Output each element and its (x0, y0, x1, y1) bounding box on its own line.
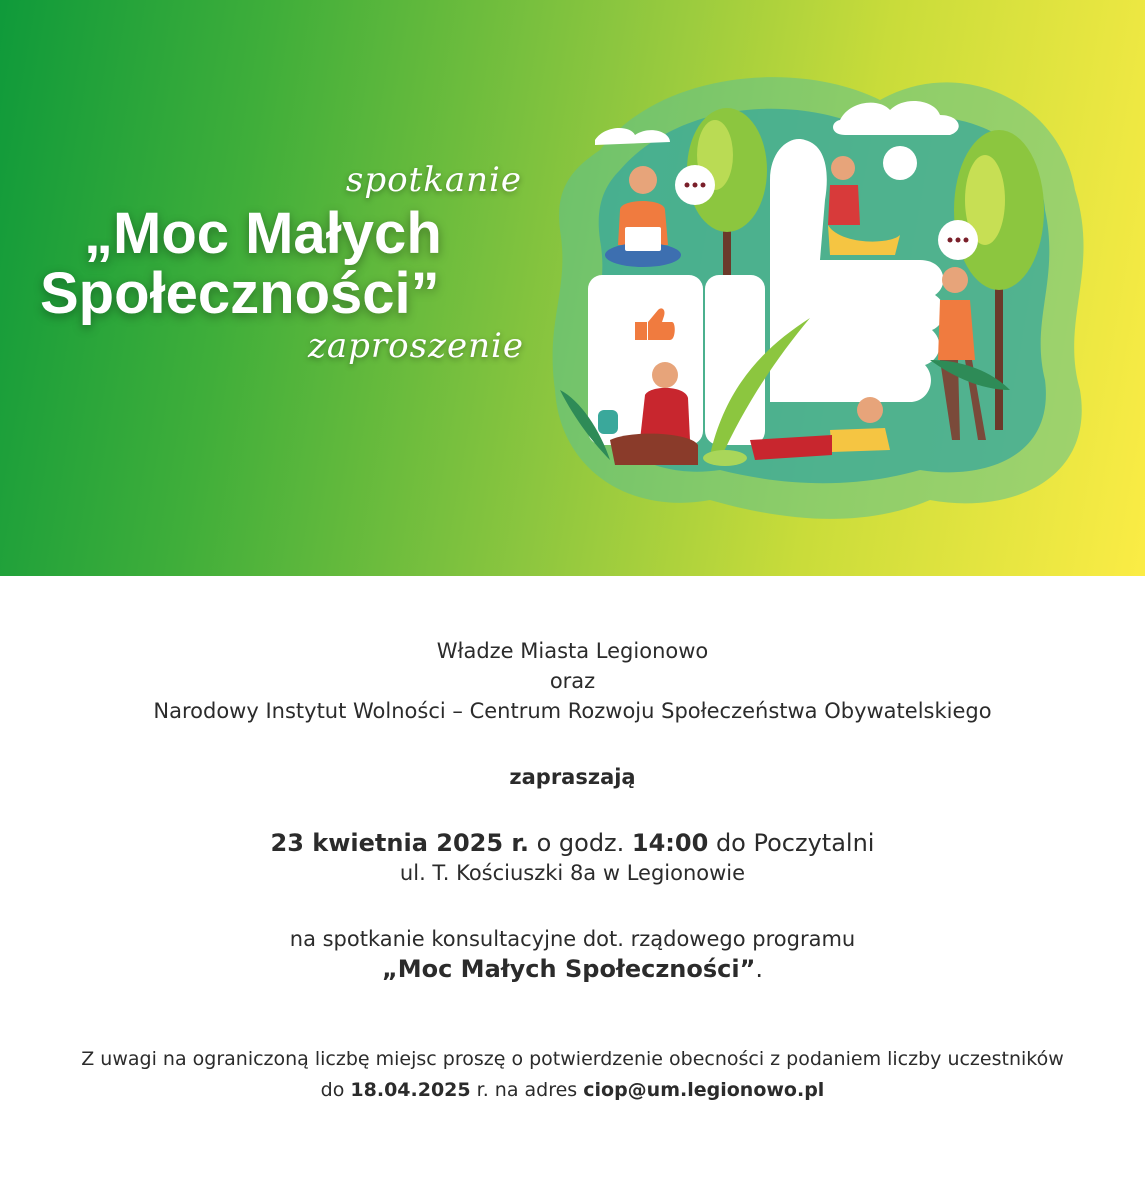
purpose-text: na spotkanie konsultacyjne dot. rządowego programu (289, 927, 856, 951)
person-head (652, 362, 678, 388)
speech-bubble-icon (883, 146, 917, 180)
person-sitting-bottom (640, 388, 690, 440)
person-head (629, 166, 657, 194)
place-prefix: do Poczytalni (708, 829, 875, 857)
event-title-line2: Społeczności” (40, 261, 440, 326)
time-prefix: o godz. (528, 829, 632, 857)
program-line (0, 954, 1145, 984)
title-block (40, 160, 530, 366)
rsvp-mid: r. na adres (470, 1079, 584, 1101)
community-illustration (540, 60, 1100, 530)
event-date: 23 kwietnia 2025 r. (270, 829, 529, 857)
program-end: . (755, 955, 764, 983)
person-standing (938, 300, 975, 360)
like-badge-icon (635, 322, 647, 340)
header-banner (0, 0, 1145, 576)
event-time: 14:00 (631, 829, 709, 857)
hosts-and: oraz (549, 669, 596, 693)
date-time-line (0, 828, 1145, 858)
person-lying (830, 428, 890, 452)
rsvp-prefix: do (320, 1079, 351, 1101)
hosts-line1: Władze Miasta Legionowo (436, 639, 709, 663)
program-name: „Moc Małych Społeczności” (381, 955, 756, 983)
event-address: ul. T. Kościuszki 8a w Legionowie (399, 861, 746, 885)
rsvp-email[interactable]: ciop@um.legionowo.pl (583, 1079, 825, 1101)
person-sitting-top (828, 185, 860, 225)
person-head (831, 156, 855, 180)
kicker-text: spotkanie (345, 160, 522, 200)
invite-verb: zapraszają (509, 765, 636, 789)
hosts-line2: Narodowy Instytut Wolności – Centrum Rozwoju Społeczeństwa Obywatelskiego (153, 699, 992, 723)
laptop-icon (625, 227, 661, 251)
person-head (942, 267, 968, 293)
rsvp-line2 (0, 1075, 1145, 1106)
person-head (857, 397, 883, 423)
rsvp-line1: Z uwagi na ograniczoną liczbę miejsc proszę o potwierdzenie obecności z podaniem liczby uczestników (81, 1048, 1064, 1070)
rsvp-date: 18.04.2025 (350, 1079, 471, 1101)
phone-button (598, 410, 618, 434)
subkicker-text: zaproszenie (307, 326, 524, 366)
event-title (40, 201, 530, 326)
invitation-body (0, 576, 1145, 1106)
bush-icon (703, 450, 747, 466)
event-title-line1: „Moc Małych (84, 201, 442, 266)
